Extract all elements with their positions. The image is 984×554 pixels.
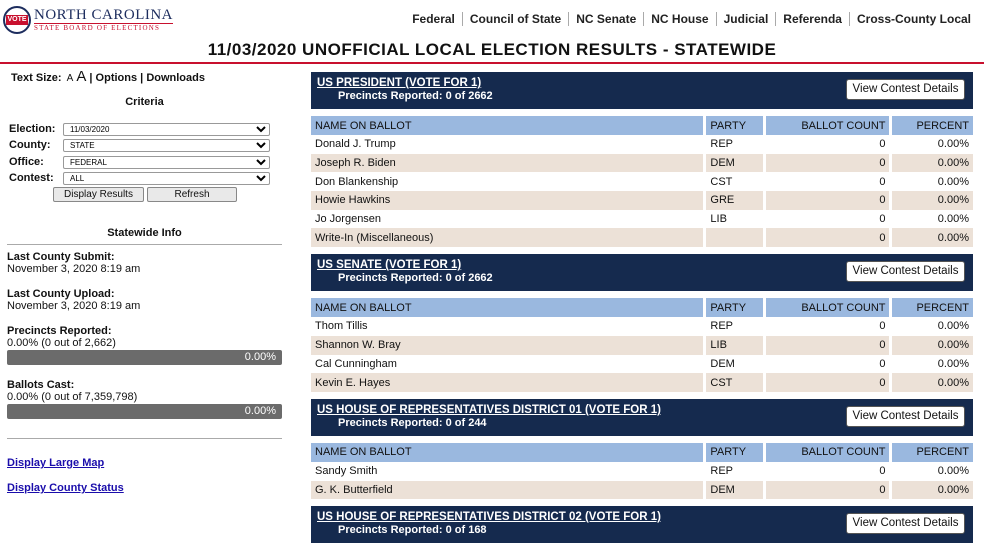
vote-percent: 0.00%	[892, 336, 973, 355]
text-size-controls	[11, 68, 205, 85]
column-header-party: PARTY	[706, 298, 762, 317]
candidate-name: Kevin E. Hayes	[311, 373, 703, 392]
last-submit-value: November 3, 2020 8:19 am	[7, 263, 141, 275]
refresh-button[interactable]: Refresh	[147, 187, 237, 202]
ballot-count: 0	[766, 228, 890, 247]
party-code	[706, 228, 762, 247]
table-header-row	[311, 116, 973, 135]
downloads-link[interactable]: Downloads	[146, 72, 205, 84]
page-title: 11/03/2020 UNOFFICIAL LOCAL ELECTION RESULTS - STATEWIDE	[207, 40, 777, 59]
table-row	[311, 373, 973, 392]
vote-percent: 0.00%	[892, 191, 973, 210]
ballot-count: 0	[766, 373, 890, 392]
party-code: GRE	[706, 191, 762, 210]
contest-precincts-reported: Precincts Reported: 0 of 168	[338, 524, 487, 537]
ncsbe-logo[interactable]	[3, 6, 173, 34]
candidate-name: Donald J. Trump	[315, 138, 396, 151]
candidate-name: Write-In (Miscellaneous)	[311, 228, 703, 247]
vote-percent: 0.00%	[937, 465, 969, 478]
display-results-button[interactable]: Display Results	[53, 187, 144, 202]
party-code: REP	[710, 138, 734, 151]
vote-percent: 0.00%	[892, 154, 973, 173]
nav-judicial[interactable]: Judicial	[716, 12, 776, 26]
column-header-name: NAME ON BALLOT	[311, 443, 703, 462]
column-header-party: PARTY	[706, 116, 762, 135]
view-contest-details-button[interactable]: View Contest Details	[846, 406, 965, 427]
vote-percent: 0.00%	[937, 357, 969, 370]
contest-title-link[interactable]: US SENATE (VOTE FOR 1)	[317, 259, 462, 272]
contest-block	[311, 254, 973, 392]
vote-percent: 0.00%	[937, 320, 969, 333]
view-contest-details-button[interactable]: View Contest Details	[846, 513, 965, 534]
candidate-name: Howie Hawkins	[311, 191, 703, 210]
separator: |	[140, 72, 144, 84]
display-county-status-link[interactable]: Display County Status	[7, 482, 124, 494]
contest-block	[311, 399, 973, 499]
nav-referenda[interactable]: Referenda	[775, 12, 849, 26]
candidate-name: Cal Cunningham	[315, 357, 397, 370]
precincts-reported-value: 0.00% (0 out of 2,662)	[7, 337, 116, 349]
contest-select[interactable]	[63, 172, 270, 185]
separator: |	[89, 72, 93, 84]
results-table	[308, 443, 976, 499]
view-contest-details-button[interactable]: View Contest Details	[846, 261, 965, 282]
office-select[interactable]	[63, 156, 270, 169]
column-header-ballot-count: BALLOT COUNT	[766, 116, 890, 135]
divider	[7, 244, 282, 245]
candidate-name: G. K. Butterfield	[311, 481, 703, 500]
candidate-name: Thom Tillis	[315, 320, 368, 333]
county-row	[9, 138, 270, 152]
ballots-progress-text: 0.00%	[244, 405, 276, 417]
ballots-cast-value: 0.00% (0 out of 7,359,798)	[7, 391, 138, 403]
logo-line2: STATE BOARD OF ELECTIONS	[34, 23, 173, 33]
county-label: County:	[9, 139, 51, 151]
table-row	[311, 210, 973, 229]
contest-precincts-reported: Precincts Reported: 0 of 2662	[338, 272, 493, 285]
text-size-large-button[interactable]: A	[76, 68, 87, 85]
nav-cross-county-local[interactable]: Cross-County Local	[849, 12, 971, 26]
logo-line1: NORTH CAROLINA	[34, 6, 174, 23]
contest-header	[311, 72, 973, 109]
party-code: DEM	[710, 357, 735, 370]
office-label: Office:	[9, 156, 44, 168]
table-row	[311, 228, 973, 247]
ballot-count: 0	[879, 213, 886, 226]
vote-percent: 0.00%	[937, 213, 969, 226]
contest-precincts-reported: Precincts Reported: 0 of 2662	[338, 90, 493, 102]
table-row	[311, 154, 973, 173]
table-row	[311, 336, 973, 355]
table-row	[311, 172, 973, 191]
column-header-percent: PERCENT	[892, 443, 973, 462]
ballots-cast-label: Ballots Cast:	[7, 379, 75, 391]
ballot-count: 0	[879, 175, 886, 188]
ballot-count: 0	[766, 191, 890, 210]
options-link[interactable]: Options	[95, 72, 138, 84]
divider	[7, 438, 282, 439]
column-header-ballot-count: BALLOT COUNT	[766, 443, 890, 462]
column-header-party: PARTY	[706, 443, 762, 462]
text-size-small-button[interactable]: A	[66, 73, 74, 84]
party-code: CST	[710, 175, 733, 188]
candidate-name: Don Blankenship	[315, 175, 399, 188]
vote-seal-icon	[3, 6, 31, 34]
view-contest-details-button[interactable]: View Contest Details	[846, 79, 965, 100]
column-header-ballot-count: BALLOT COUNT	[766, 298, 890, 317]
results-table	[308, 298, 976, 392]
table-row	[311, 317, 973, 336]
party-code: REP	[710, 320, 734, 333]
election-select[interactable]	[63, 123, 270, 136]
header-divider	[0, 62, 984, 64]
party-code: LIB	[706, 336, 762, 355]
party-code: REP	[710, 465, 734, 478]
ballot-count: 0	[879, 138, 886, 151]
ballot-count: 0	[766, 481, 890, 500]
ballot-count: 0	[766, 336, 890, 355]
nav-nc-senate[interactable]: NC Senate	[568, 12, 643, 26]
candidate-name: Jo Jorgensen	[315, 213, 382, 226]
precincts-progress-bar	[7, 350, 282, 365]
ballot-count: 0	[879, 465, 886, 478]
candidate-name: Joseph R. Biden	[311, 154, 703, 173]
contest-precincts-reported: Precincts Reported: 0 of 244	[338, 416, 487, 429]
election-label: Election:	[9, 123, 56, 135]
ballot-count: 0	[879, 357, 886, 370]
table-row	[311, 481, 973, 500]
column-header-name: NAME ON BALLOT	[311, 116, 703, 135]
results-table	[308, 116, 976, 247]
table-row	[311, 462, 973, 481]
ballots-progress-bar	[7, 404, 282, 419]
column-header-name: NAME ON BALLOT	[311, 298, 703, 317]
criteria-heading: Criteria	[125, 96, 164, 108]
party-code: CST	[706, 373, 762, 392]
table-row	[311, 135, 973, 154]
column-header-percent: PERCENT	[892, 116, 973, 135]
display-large-map-link[interactable]: Display Large Map	[7, 457, 105, 469]
contest-title-link[interactable]: US HOUSE OF REPRESENTATIVES DISTRICT 01 (VOTE FOR 1)	[317, 403, 661, 416]
contest-row	[9, 171, 270, 185]
party-code: DEM	[706, 154, 762, 173]
ballot-count: 0	[766, 154, 890, 173]
last-upload-value: November 3, 2020 8:19 am	[7, 300, 141, 312]
contest-header	[311, 254, 973, 291]
nav-federal[interactable]: Federal	[412, 12, 455, 26]
last-submit-label: Last County Submit:	[7, 251, 115, 263]
vote-percent: 0.00%	[892, 373, 973, 392]
party-code: LIB	[710, 213, 727, 226]
text-size-label: Text Size:	[11, 72, 62, 84]
table-row	[311, 355, 973, 374]
precincts-reported-label: Precincts Reported:	[7, 325, 112, 337]
vote-percent: 0.00%	[937, 175, 969, 188]
nav-nc-house[interactable]: NC House	[643, 12, 715, 26]
contest-title-link[interactable]: US HOUSE OF REPRESENTATIVES DISTRICT 02 (VOTE FOR 1)	[317, 511, 661, 524]
table-row	[311, 191, 973, 210]
column-header-percent: PERCENT	[892, 298, 973, 317]
contest-block	[311, 72, 973, 247]
contest-title-link[interactable]: US PRESIDENT (VOTE FOR 1)	[317, 77, 482, 89]
contest-header	[311, 399, 973, 436]
election-row	[9, 122, 270, 136]
table-header-row	[311, 443, 973, 462]
county-select[interactable]	[63, 139, 270, 152]
vote-percent: 0.00%	[892, 481, 973, 500]
top-nav	[405, 12, 971, 26]
table-header-row	[311, 298, 973, 317]
vote-percent: 0.00%	[937, 138, 969, 151]
contest-block	[311, 506, 973, 543]
statewide-info-heading: Statewide Info	[107, 227, 182, 239]
results-panel	[311, 72, 973, 550]
candidate-name: Shannon W. Bray	[311, 336, 703, 355]
vote-percent: 0.00%	[892, 228, 973, 247]
office-row	[9, 155, 270, 169]
nav-council-of-state[interactable]: Council of State	[462, 12, 568, 26]
contest-header	[311, 506, 973, 543]
contest-label: Contest:	[9, 172, 54, 184]
precincts-progress-text: 0.00%	[244, 351, 276, 363]
ballot-count: 0	[879, 320, 886, 333]
vote-badge: VOTE	[7, 16, 27, 23]
candidate-name: Sandy Smith	[315, 465, 378, 478]
party-code: DEM	[706, 481, 762, 500]
last-upload-label: Last County Upload:	[7, 288, 115, 300]
